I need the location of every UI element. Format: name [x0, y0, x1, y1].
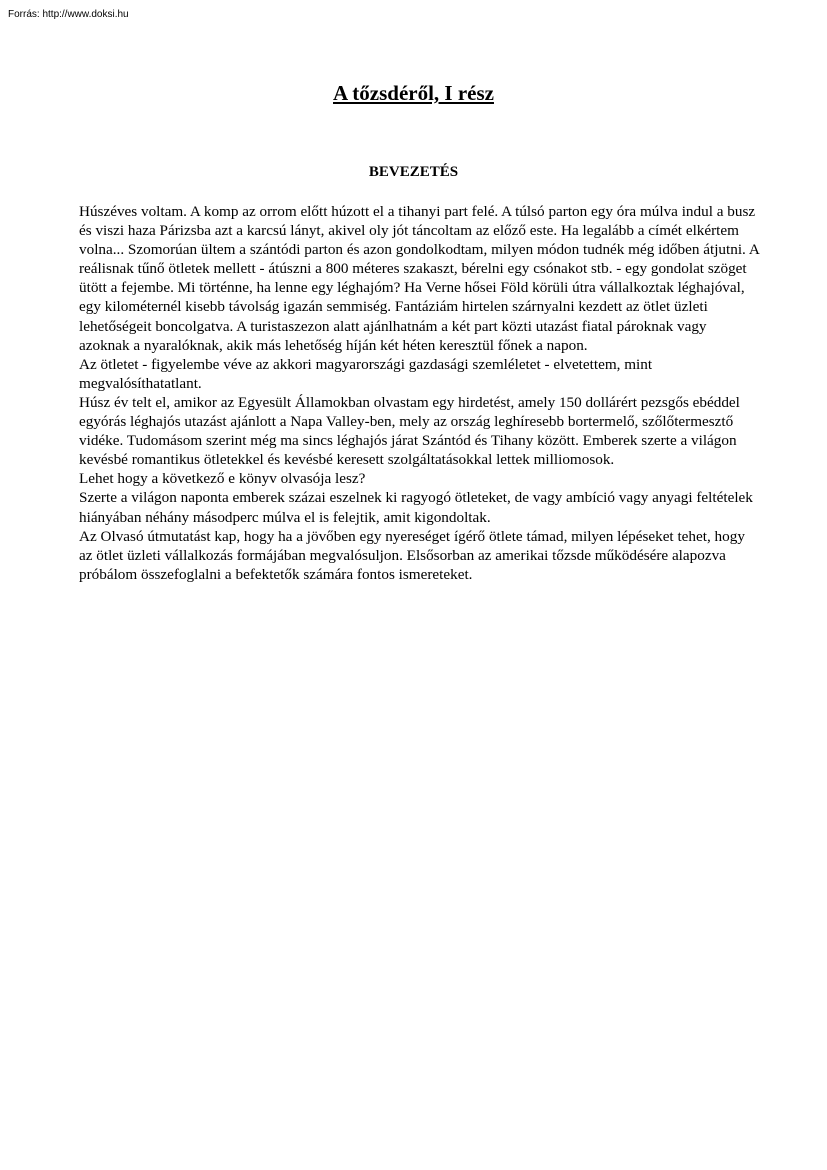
body-text	[79, 202, 759, 584]
section-heading: BEVEZETÉS	[368, 164, 459, 180]
paragraph-1: Húszéves voltam. A komp az orrom előtt húzott el a tihanyi part felé. A túlsó parton egy óra múlva indul a busz és viszi haza Párizsba azt a karcsú lányt, akivel oly jót táncoltam az előző este. Ha legalább a címét elkértem volna... Szomorúan ültem a szántódi parton és azon gondolkodtam, milyen módon tudnék még időben átjutni. A reálisnak tűnő ötletek mellett - átúszni a 800 méteres szakaszt, bérelni egy csónakot stb. - egy gondolat szöget ütött a fejembe. Mi történne, ha lenne egy léghajóm? Ha Verne hősei Föld körüli útra vállalkoztak léghajóval, egy kilométernél kisebb távolság igazán semmiség. Fantáziám hirtelen szárnyalni kezdett az ötlet üzleti lehetőségeit boncolgatva. A turistaszezon alatt ajánlhatnám a két part közti utazást fiatal pároknak vagy azoknak a nyaralóknak, akik más lehetőség híján két héten keresztül főnek a napon.	[79, 203, 759, 354]
paragraph-6: Az Olvasó útmutatást kap, hogy ha a jövőben egy nyereséget ígérő ötlete támad, milyen lépéseket tehet, hogy az ötlet üzleti vállalkozás formájában megvalósuljon. Elsősorban az amerikai tőzsde működésére alapozva próbálom összefoglalni a befektetők számára fontos ismereteket.	[79, 527, 745, 583]
paragraph-5: Szerte a világon naponta emberek százai eszelnek ki ragyogó ötleteket, de vagy ambíció vagy anyagi feltételek hiányában néhány másodperc múlva el is felejtik, amit kigondoltak.	[79, 489, 753, 526]
document-title: A tőzsdéről, I rész	[333, 81, 494, 105]
source-note: Forrás: http://www.doksi.hu	[8, 9, 129, 20]
paragraph-3: Húsz év telt el, amikor az Egyesült Államokban olvastam egy hirdetést, amely 150 dollárért pezsgős ebéddel egyórás léghajós utazást ajánlott a Napa Valley-ben, mely az ország leghíresebb bortermelő, szőlőtermesztő vidéke. Tudomásom szerint még ma sincs léghajós járat Szántód és Tihany között. Emberek szerte a világon kevésbé romantikus ötletekkel és kevésbé keresett szolgáltatásokkal lettek milliomosok.	[79, 393, 740, 469]
paragraph-4: Lehet hogy a következő e könyv olvasója lesz?	[79, 470, 366, 488]
paragraph-2: Az ötletet - figyelembe véve az akkori magyarországi gazdasági szemléletet - elvetettem, mint megvalósíthatatlant.	[79, 355, 653, 392]
